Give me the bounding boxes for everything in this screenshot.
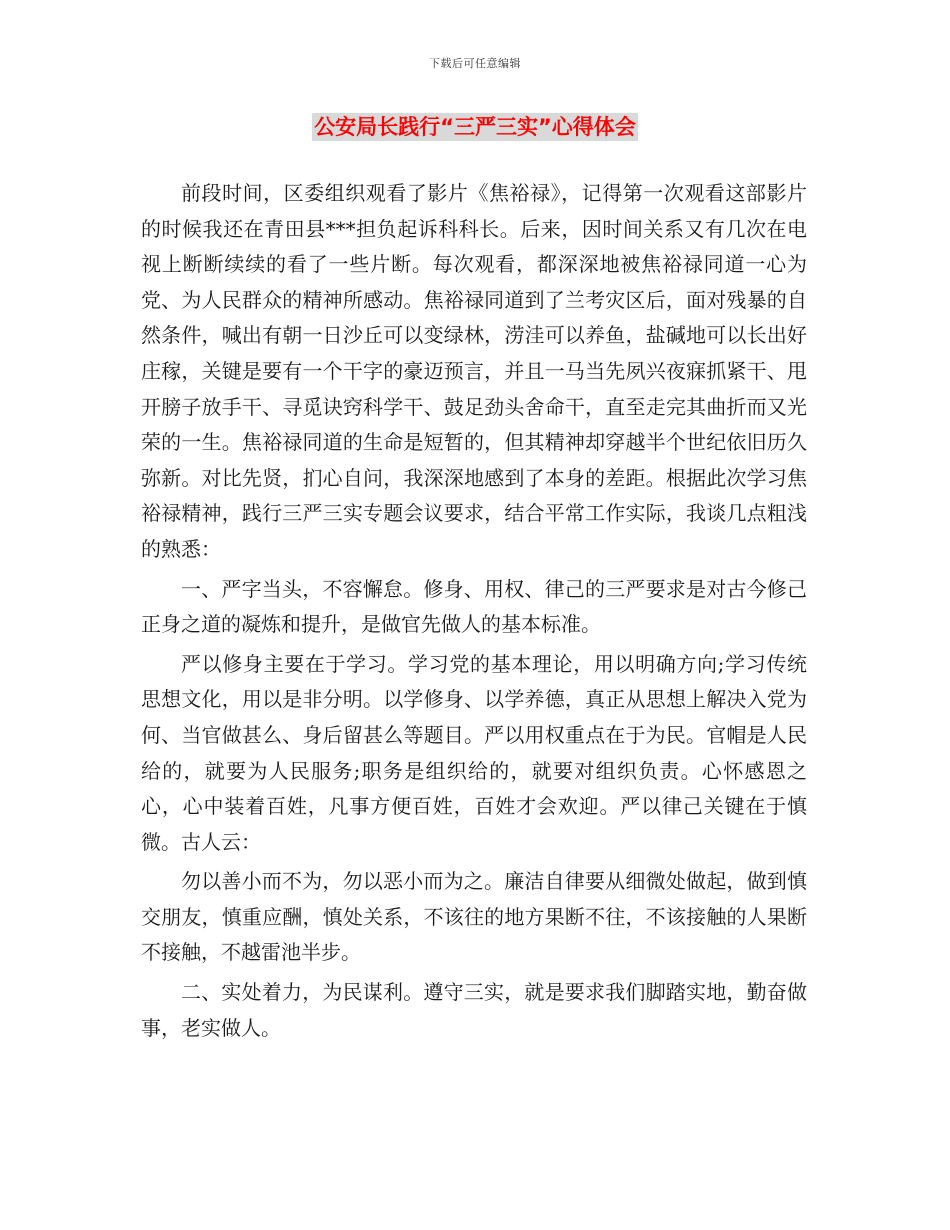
document-title: 公安局长践行“三严三实”心得体会 <box>314 115 636 139</box>
header-note: 下载后可任意编辑 <box>429 57 521 70</box>
paragraph-integrity: 勿以善小而不为，勿以恶小而为之。廉洁自律要从细微处做起，做到慎交朋友，慎重应酬，慎处关系，不该往的地方果断不往，不该接触的人果断不接触，不越雷池半步。 <box>141 869 807 965</box>
paragraph-section-two: 二、实处着力，为民谋利。遵守三实，就是要求我们脚踏实地，勤奋做事，老实做人。 <box>141 980 807 1040</box>
title-container <box>0 113 950 141</box>
paragraph-intro: 前段时间，区委组织观看了影片《焦裕禄》，记得第一次观看这部影片的时候我还在青田县***担负起诉科科长。后来，因时间关系又有几次在电视上断断续续的看了一些片断。每次观看，都深深地被焦裕禄同道一心为党、为人民群众的精神所感动。焦裕禄同道到了兰考灾区后，面对残暴的自然条件，喊出有朝一日沙丘可以变绿林，涝洼可以养鱼，盐碱地可以长出好庄稼，关键是要有一个干字的豪迈预言，并且一马当先夙兴夜寐抓紧干、甩开膀子放手干、寻觅诀窍科学干、鼓足劲头舍命干，直至走完其曲折而又光荣的一生。焦裕禄同道的生命是短暂的，但其精神却穿越半个世纪依旧历久弥新。对比先贤，扪心自问，我深深地感到了本身的差距。根据此次学习焦裕禄精神，践行三严三实专题会议要求，结合平常工作实际，我谈几点粗浅的熟悉： <box>141 181 807 561</box>
paragraph-self-discipline: 严以修身主要在于学习。学习党的基本理论，用以明确方向;学习传统思想文化，用以是非分明。以学修身、以学养德，真正从思想上解决入党为何、当官做甚么、身后留甚么等题目。严以用权重点在于为民。官帽是人民给的，就要为人民服务;职务是组织给的，就要对组织负责。心怀感恩之心，心中装着百姓，凡事方便百姓，百姓才会欢迎。严以律己关键在于慎微。古人云： <box>141 651 807 854</box>
document-body <box>141 176 807 1050</box>
paragraph-section-one: 一、严字当头，不容懈怠。修身、用权、律己的三严要求是对古今修己正身之道的凝炼和提升，是做官先做人的基本标准。 <box>141 576 807 637</box>
